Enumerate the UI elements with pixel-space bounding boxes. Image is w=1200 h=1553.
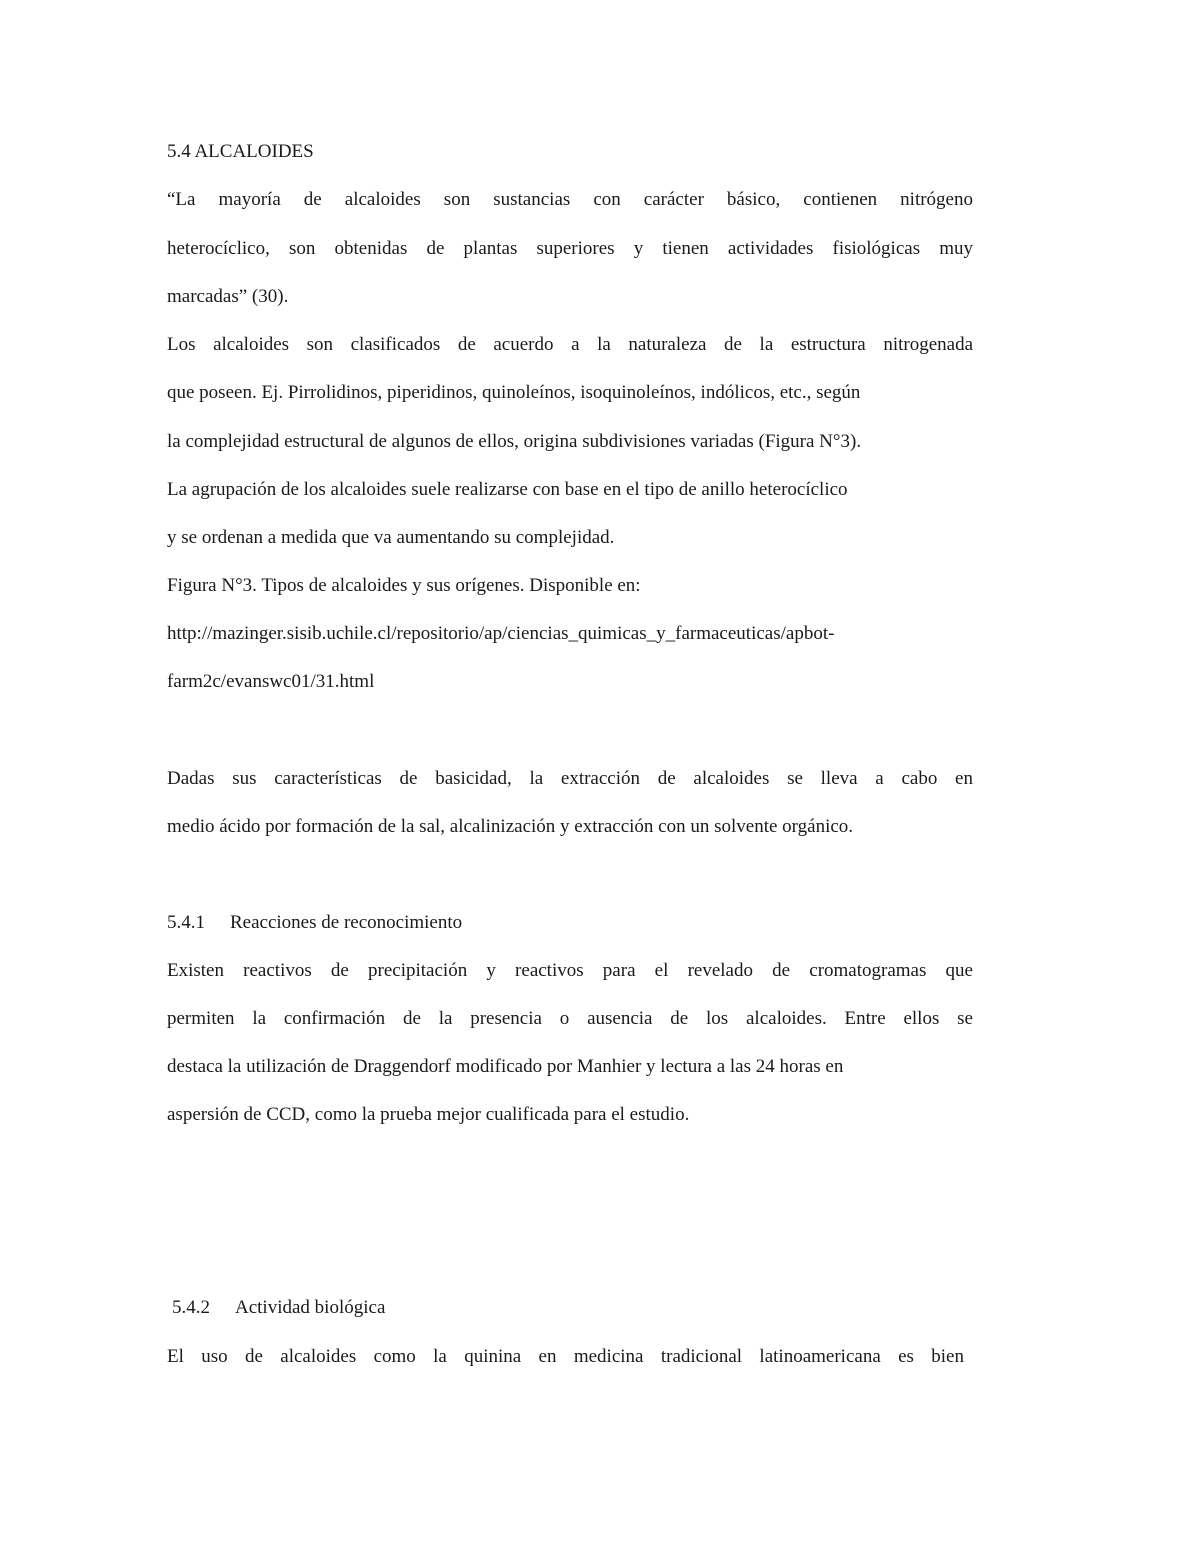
paragraph-line: medio ácido por formación de la sal, alcalinización y extracción con un solvente orgánico.	[167, 816, 854, 837]
paragraph-line: la complejidad estructural de algunos de ellos, origina subdivisiones variadas (Figura N°3).	[167, 431, 862, 452]
paragraph-line: El uso de alcaloides como la quinina en medicina tradicional latinoamericana es bien	[167, 1346, 964, 1367]
paragraph-line: destaca la utilización de Draggendorf modificado por Manhier y lectura a las 24 horas en	[167, 1056, 844, 1077]
figure-source-link[interactable]: farm2c/evanswc01/31.html	[167, 671, 375, 692]
section-heading: 5.4 ALCALOIDES	[167, 141, 314, 162]
paragraph-line: La agrupación de los alcaloides suele realizarse con base en el tipo de anillo heterocíclico	[167, 479, 848, 500]
figure-source-link[interactable]: http://mazinger.sisib.uchile.cl/repositorio/ap/ciencias_quimicas_y_farmaceuticas/apbot-	[167, 623, 835, 644]
subsection-heading	[172, 1297, 978, 1319]
paragraph-line: que poseen. Ej. Pirrolidinos, piperidinos, quinoleínos, isoquinoleínos, indólicos, etc., según	[167, 382, 861, 403]
paragraph-line: Existen reactivos de precipitación y reactivos para el revelado de cromatogramas que	[167, 960, 973, 981]
subsection-number: 5.4.2	[172, 1297, 210, 1318]
subsection-number: 5.4.1	[167, 912, 205, 933]
subsection-heading	[167, 912, 973, 934]
quote-line: “La mayoría de alcaloides son sustancias con carácter básico, contienen nitrógeno	[167, 189, 973, 210]
subsection-title: Reacciones de reconocimiento	[230, 912, 463, 933]
paragraph-line: y se ordenan a medida que va aumentando su complejidad.	[167, 527, 615, 548]
subsection-title: Actividad biológica	[235, 1297, 386, 1318]
paragraph-line: Los alcaloides son clasificados de acuerdo a la naturaleza de la estructura nitrogenada	[167, 334, 973, 355]
figure-caption: Figura N°3. Tipos de alcaloides y sus orígenes. Disponible en:	[167, 575, 641, 596]
quote-line: marcadas” (30).	[167, 286, 289, 307]
quote-line: heterocíclico, son obtenidas de plantas superiores y tienen actividades fisiológicas muy	[167, 238, 973, 259]
paragraph-line: aspersión de CCD, como la prueba mejor cualificada para el estudio.	[167, 1104, 690, 1125]
paragraph-line: Dadas sus características de basicidad, la extracción de alcaloides se lleva a cabo en	[167, 768, 973, 789]
paragraph-line: permiten la confirmación de la presencia o ausencia de los alcaloides. Entre ellos se	[167, 1008, 973, 1029]
